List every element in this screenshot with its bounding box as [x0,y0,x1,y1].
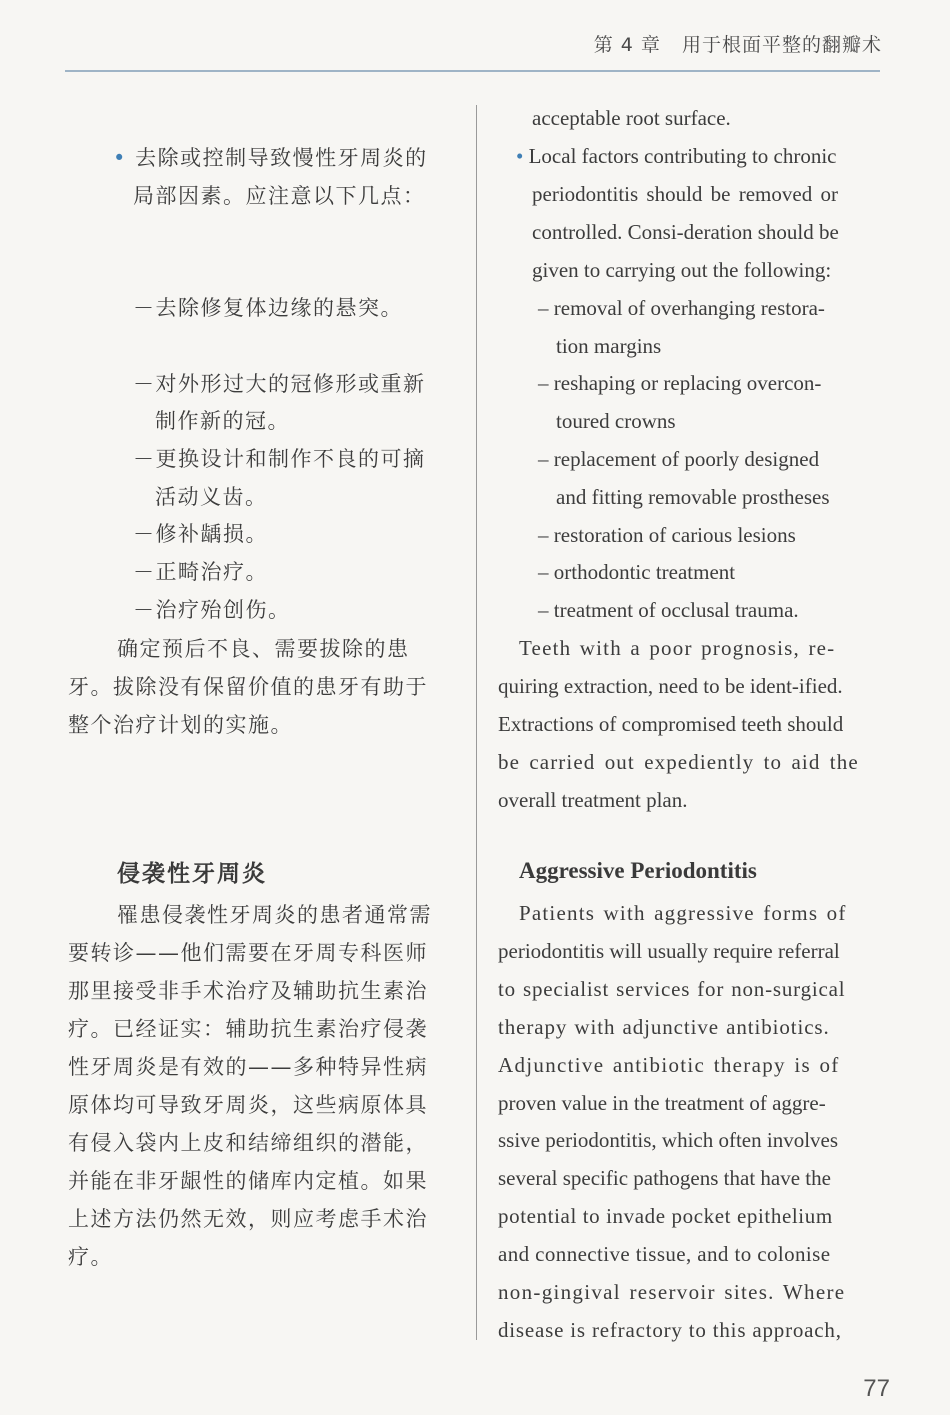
en-paragraph-line: Patients with aggressive forms of [519,901,847,925]
zh-paragraph-line: 上述方法仍然无效，则应考虑手术治 [68,1207,428,1231]
zh-paragraph-line: 原体均可导致牙周炎，这些病原体具 [68,1093,428,1117]
en-paragraph-line: proven value in the treatment of aggre- [498,1091,826,1115]
en-bullet-line: periodontitis should be removed or [532,182,838,206]
en-paragraph-line: and connective tissue, and to colonise [498,1242,831,1266]
header-rule [65,70,880,72]
zh-paragraph-line: 牙。拔除没有保留价值的患牙有助于 [68,675,428,699]
en-carry-line: acceptable root surface. [532,106,731,130]
page-number: 77 [863,1375,890,1402]
en-bullet-line: • Local factors contributing to chronic [516,144,837,168]
en-paragraph-line: periodontitis will usually require referral [498,939,840,963]
en-paragraph-line: to specialist services for non-surgical [498,977,846,1001]
chapter-title: 用于根面平整的翻瓣术 [681,34,882,56]
chapter-label: 第 4 章 [593,34,661,56]
zh-dash-item: －修补龋损。 [133,522,268,546]
zh-paragraph-line: 并能在非牙龈性的储库内定植。如果 [68,1169,428,1193]
zh-dash-item: －对外形过大的冠修形或重新 [133,372,426,396]
bullet-icon: • [113,146,127,170]
zh-dash-item: －治疗殆创伤。 [133,598,291,622]
zh-paragraph-line: 疗。 [68,1245,113,1269]
en-paragraph-line: Extractions of compromised teeth should [498,712,844,736]
zh-paragraph-line: 疗。已经证实：辅助抗生素治疗侵袭 [68,1017,428,1041]
en-paragraph-line: potential to invade pocket epithelium [498,1204,833,1228]
bullet-icon: • [516,144,524,168]
zh-dash-item: 制作新的冠。 [155,409,290,433]
running-header [594,30,882,57]
en-dash-item: – orthodontic treatment [538,560,736,584]
en-dash-item: toured crowns [556,409,676,433]
zh-paragraph-line: 整个治疗计划的实施。 [68,713,293,737]
en-paragraph-line: therapy with adjunctive antibiotics. [498,1015,830,1039]
en-dash-item: – replacement of poorly designed [538,447,820,471]
en-paragraph-line: Teeth with a poor prognosis, re- [519,636,836,660]
en-dash-item: and fitting removable prostheses [556,485,830,509]
en-paragraph-line: be carried out expediently to aid the [498,750,859,774]
zh-paragraph-line: 罹患侵袭性牙周炎的患者通常需 [117,903,432,927]
column-divider [476,105,477,1340]
en-paragraph-line: overall treatment plan. [498,788,688,812]
en-dash-item: – removal of overhanging restora- [538,296,825,320]
zh-bullet-line: 局部因素。应注意以下几点： [133,184,426,208]
en-section-heading: Aggressive Periodontitis [519,858,757,883]
en-paragraph-line: quiring extraction, need to be ident-ified. [498,674,843,698]
zh-paragraph-line: 确定预后不良、需要拔除的患 [117,637,410,661]
zh-dash-item: －正畸治疗。 [133,560,268,584]
en-dash-item: tion margins [556,334,662,358]
en-dash-item: – treatment of occlusal trauma. [538,598,799,622]
en-paragraph-line: non-gingival reservoir sites. Where [498,1280,846,1304]
zh-paragraph-line: 性牙周炎是有效的——多种特异性病 [68,1055,428,1079]
zh-dash-item: 活动义齿。 [155,485,268,509]
en-dash-item: – restoration of carious lesions [538,523,796,547]
en-paragraph-line: ssive periodontitis, which often involves [498,1128,839,1152]
zh-dash-item: －更换设计和制作不良的可摘 [133,447,426,471]
zh-bullet-line: • 去除或控制导致慢性牙周炎的 [113,146,428,170]
zh-paragraph-line: 要转诊——他们需要在牙周专科医师 [68,941,428,965]
en-paragraph-line: disease is refractory to this approach, [498,1318,842,1342]
en-bullet-line: given to carrying out the following: [532,258,832,282]
zh-paragraph-line: 有侵入袋内上皮和结缔组织的潜能， [68,1131,428,1155]
en-bullet-line: controlled. Consi-deration should be [532,220,839,244]
en-dash-item: – reshaping or replacing overcon- [538,371,822,395]
zh-paragraph-line: 那里接受非手术治疗及辅助抗生素治 [68,979,428,1003]
en-paragraph-line: Adjunctive antibiotic therapy is of [498,1053,840,1077]
zh-section-heading: 侵袭性牙周炎 [117,861,267,887]
zh-dash-item: －去除修复体边缘的悬突。 [133,296,403,320]
en-paragraph-line: several specific pathogens that have the [498,1166,831,1190]
